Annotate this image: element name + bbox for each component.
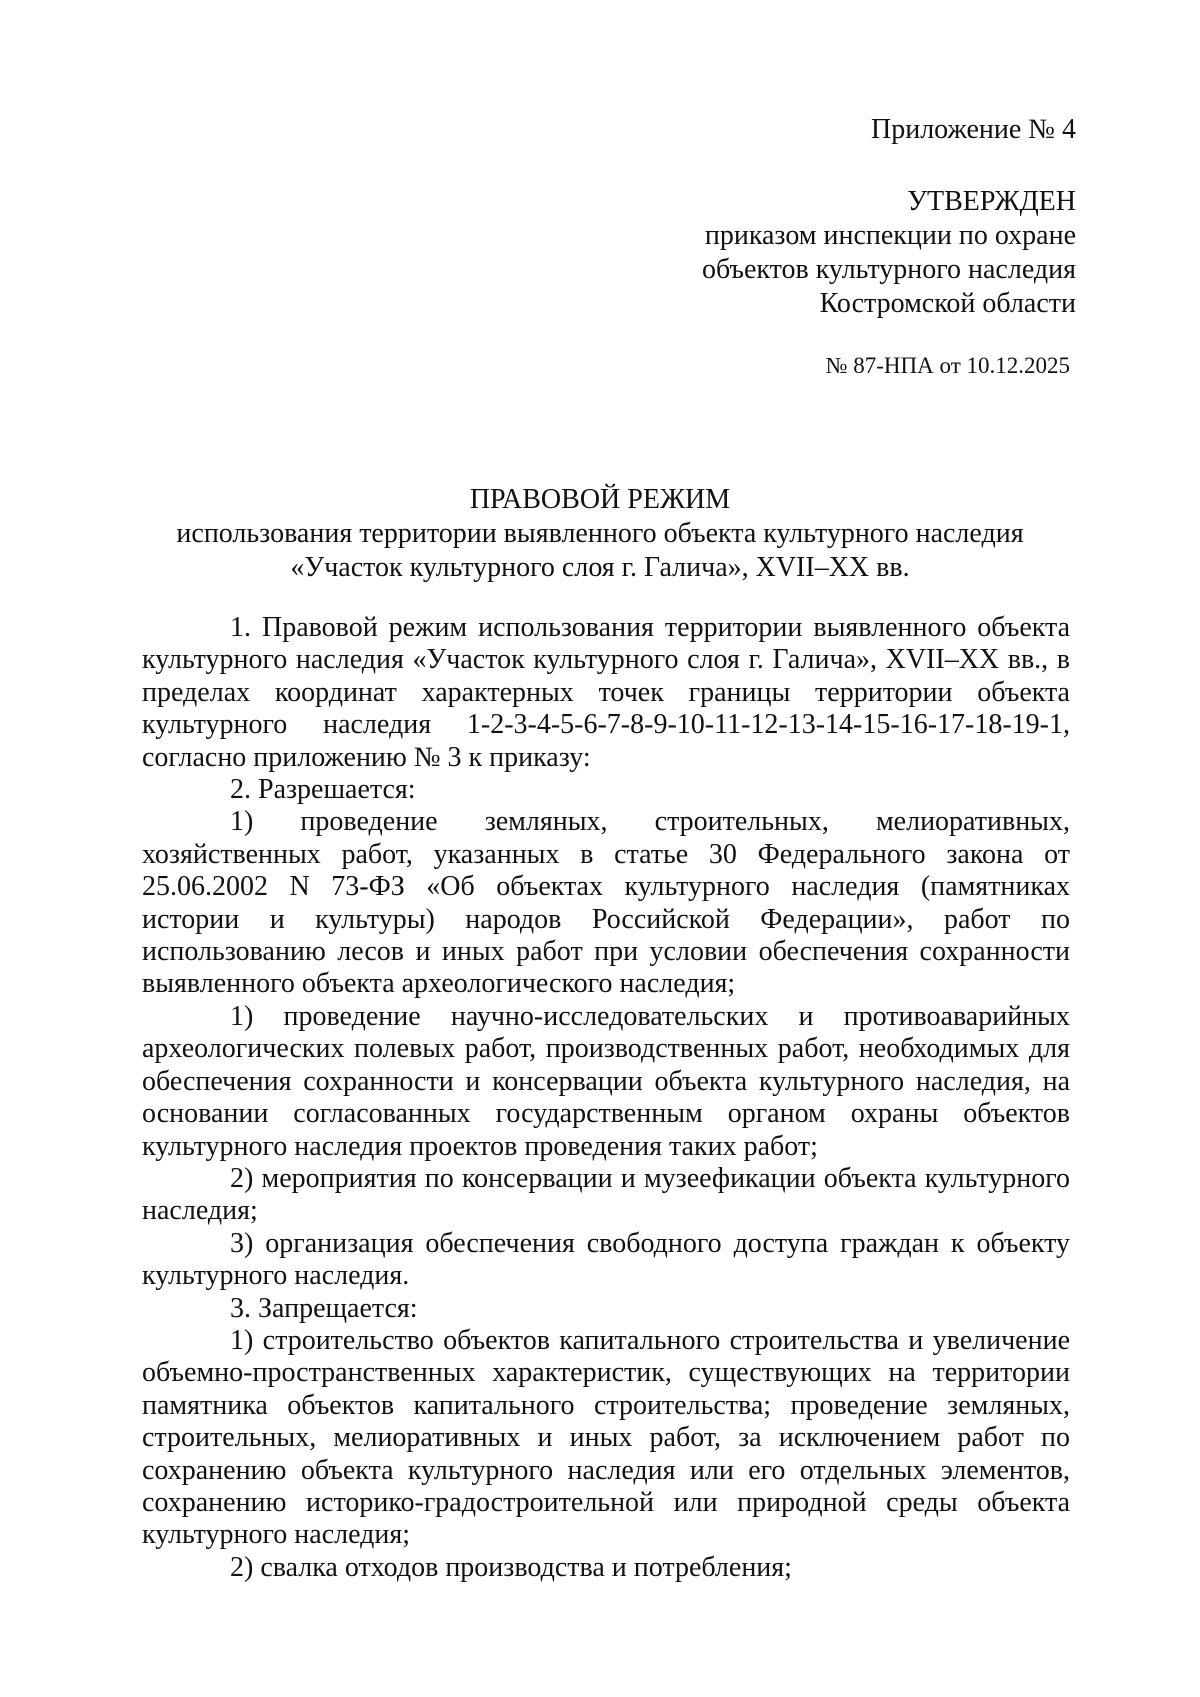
paragraph: 3. Запрещается: [230, 1292, 418, 1324]
list-item: 2) мероприятия по консервации и музеефикации объекта культурного наследия; [142, 1162, 1070, 1227]
list-item: 1) строительство объектов капитального строительства и увеличение объемно-пространственных характеристик, существующих на территории памятника объектов капитального строительства; проведение земляных, строительных, мелиоративных и иных работ, за исключением работ по сохранению объекта культурного наследия или его отдельных элементов, сохранению историко-градостроительной или природной среды объекта культурного наследия; [142, 1324, 1070, 1551]
list-item: 2) свалка отходов производства и потребления; [230, 1551, 792, 1583]
approved-by-line: объектов культурного наследия [701, 254, 1076, 285]
list-item: 1) проведение земляных, строительных, мелиоративных, хозяйственных работ, указанных в статье 30 Федерального закона от 25.06.2002 N 73-ФЗ «Об объектах культурного наследия (памятниках истории и культуры) народов Российской Федерации», работ по использованию лесов и иных работ при условии обеспечения сохранности выявленного объекта археологического наследия; [142, 806, 1070, 1000]
paragraph: 1. Правовой режим использования территории выявленного объекта культурного наследия «Участок культурного слоя г. Галича», XVII–XX вв., в пределах координат характерных точек границы территории объекта культурного наследия 1-2-3-4-5-6-7-8-9-10-11-12-13-14-15-16-17-18-19-1, согласно приложению № 3 к приказу: [142, 612, 1070, 773]
approval-block [702, 185, 1076, 321]
paragraph: 2. Разрешается: [230, 774, 416, 806]
order-number: № 87-НПА от 10.12.2025 [825, 353, 1070, 378]
title-subtitle: использования территории выявленного объекта культурного наследия [176, 518, 1024, 549]
title-subtitle: «Участок культурного слоя г. Галича», XVII–XX вв. [290, 552, 910, 583]
document-body [142, 612, 1070, 1584]
approved-heading: УТВЕРЖДЕН [907, 186, 1076, 217]
list-item: 3) организация обеспечения свободного доступа граждан к объекту культурного наследия. [142, 1227, 1070, 1292]
list-item: 1) проведение научно-исследовательских и противоаварийных археологических полевых работ, производственных работ, необходимых для обеспечения сохранности и консервации объекта культурного наследия, на основании согласованных государственным органом охраны объектов культурного наследия проектов проведения таких работ; [142, 1000, 1070, 1162]
approved-by-line: Костромской области [819, 288, 1076, 319]
annex-label: Приложение № 4 [871, 114, 1076, 145]
title-main: ПРАВОВОЙ РЕЖИМ [469, 484, 731, 515]
approved-by-line: приказом инспекции по охране [704, 220, 1076, 251]
document-title [100, 483, 1100, 585]
